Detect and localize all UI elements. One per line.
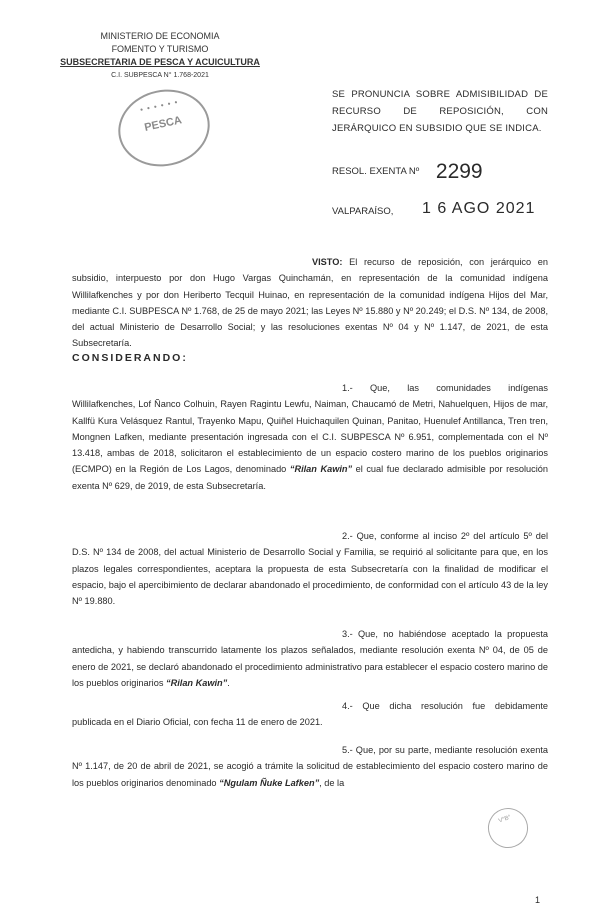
- subsecretaria-name: SUBSECRETARIA DE PESCA Y ACUICULTURA: [60, 57, 260, 67]
- ministry-name: MINISTERIO DE ECONOMIA: [100, 31, 220, 41]
- ecmpo-name: “Ngulam Ñuke Lafken”: [219, 777, 320, 788]
- official-stamp: • • • • • • PESCA: [111, 81, 217, 174]
- visto-paragraph: [72, 254, 548, 352]
- considerando-paragraph-4: 4.- Que dicha resolución fue debidamente publicada en el Diario Oficial, con fecha 11 de enero de 2021.: [72, 701, 548, 728]
- ministry-header: [40, 30, 280, 82]
- resolution-number-line: [332, 160, 483, 184]
- considerando-paragraph-5: 5.- Que, por su parte, mediante resolución exenta Nº 1.147, de 20 de abril de 2021, se acogió a trámite la solicitud de establecimiento del espacio costero marino de los pueblos originarios denominado “Ngulam Ñuke Lafken”, de la: [72, 745, 548, 788]
- visto-label: VISTO:: [312, 257, 343, 267]
- considerando-heading: CONSIDERANDO:: [72, 352, 188, 364]
- page-number: 1: [535, 895, 541, 905]
- ecmpo-name: “Rilan Kawin”: [165, 677, 228, 688]
- resolution-topic: SE PRONUNCIA SOBRE ADMISIBILIDAD DE RECURSO DE REPOSICIÓN, CON JERÁRQUICO EN SUBSIDIO QUE SE INDICA.: [332, 89, 548, 134]
- ecmpo-name: “Rilan Kawin”: [289, 464, 353, 475]
- stamp-text: PESCA: [143, 114, 183, 134]
- approval-seal: V°B°: [482, 802, 533, 853]
- considerando-paragraph-3: 3.- Que, no habiéndose aceptado la propuesta antedicha, y habiendo transcurrido latamente los plazos señalados, mediante resolución exenta Nº 04, de 05 de enero de 2021, se declaró abandonado el procedimiento administrativo para establecer el espacio costero marino de los pueblos originarios “Rilan Kawin”.: [72, 629, 548, 688]
- place-label: VALPARAÍSO,: [332, 206, 394, 217]
- visto-text: El recurso de reposición, con jerárquico en subsidio, interpuesto por don Hugo Vargas Quinchamán, en representación de la comunidad indígena Willilafkenches y por don Heriberto Tecquil Huinao, en representación de la comunidad indígena Hijos del Mar, mediante C.I. SUBPESCA Nº 1.768, de 25 de mayo 2021; las Leyes Nº 15.880 y Nº 20.249; el D.S. Nº 134, de 2008, del actual Ministerio de Desarrollo Social; y las resoluciones exentas Nº 04 y Nº 1.147, de 2021, de esta Subsecretaría.: [72, 257, 548, 349]
- resolution-label: RESOL. EXENTA Nº: [332, 166, 420, 177]
- resolution-date: 1 6 AGO 2021: [422, 200, 536, 217]
- ministry-subname: FOMENTO Y TURISMO: [111, 44, 209, 54]
- resolution-number: 2299: [435, 160, 483, 183]
- considerando-paragraph-2: 2.- Que, conforme al inciso 2º del artículo 5º del D.S. Nº 134 de 2008, del actual Ministerio de Desarrollo Social y Familia, se requirió al solicitante para que, en los plazos legales correspondientes, aceptara la propuesta de esta Subsecretaría con la finalidad de modificar el espacio, bajo el apercibimiento de declarar abandonado el procedimiento, de conformidad con el artículo 43 de la ley Nº 19.880.: [72, 531, 549, 607]
- ci-reference: C.I. SUBPESCA N° 1.768-2021: [111, 72, 209, 79]
- considerando-paragraph-1: 1.- Que, las comunidades indígenas Willilafkenches, Lof Ñanco Colhuin, Rayen Ragintu Lewfu, Naiman, Chaucamó de Metri, Nahuelquen, Hijos de mar, Kallfü Kura Velásquez Rantul, Trayenko Mapu, Quiñel Huichaquilen Quinan, Panitao, Huenulef Antillanca, Tren tren, Mongnen Lafken, mediante presentación ingresada con el C.I. SUBPESCA Nº 6.951, complementada con el Nº 13.418, ambas de 2018, solicitaron el establecimiento de un espacio costero marino de los pueblos originarios (ECMPO) en la Región de Los Lagos, denominado “Rilan Kawin” el cual fue declarado admisible por resolución exenta Nº 629, de 2019, de esta Subsecretaría.: [72, 383, 548, 491]
